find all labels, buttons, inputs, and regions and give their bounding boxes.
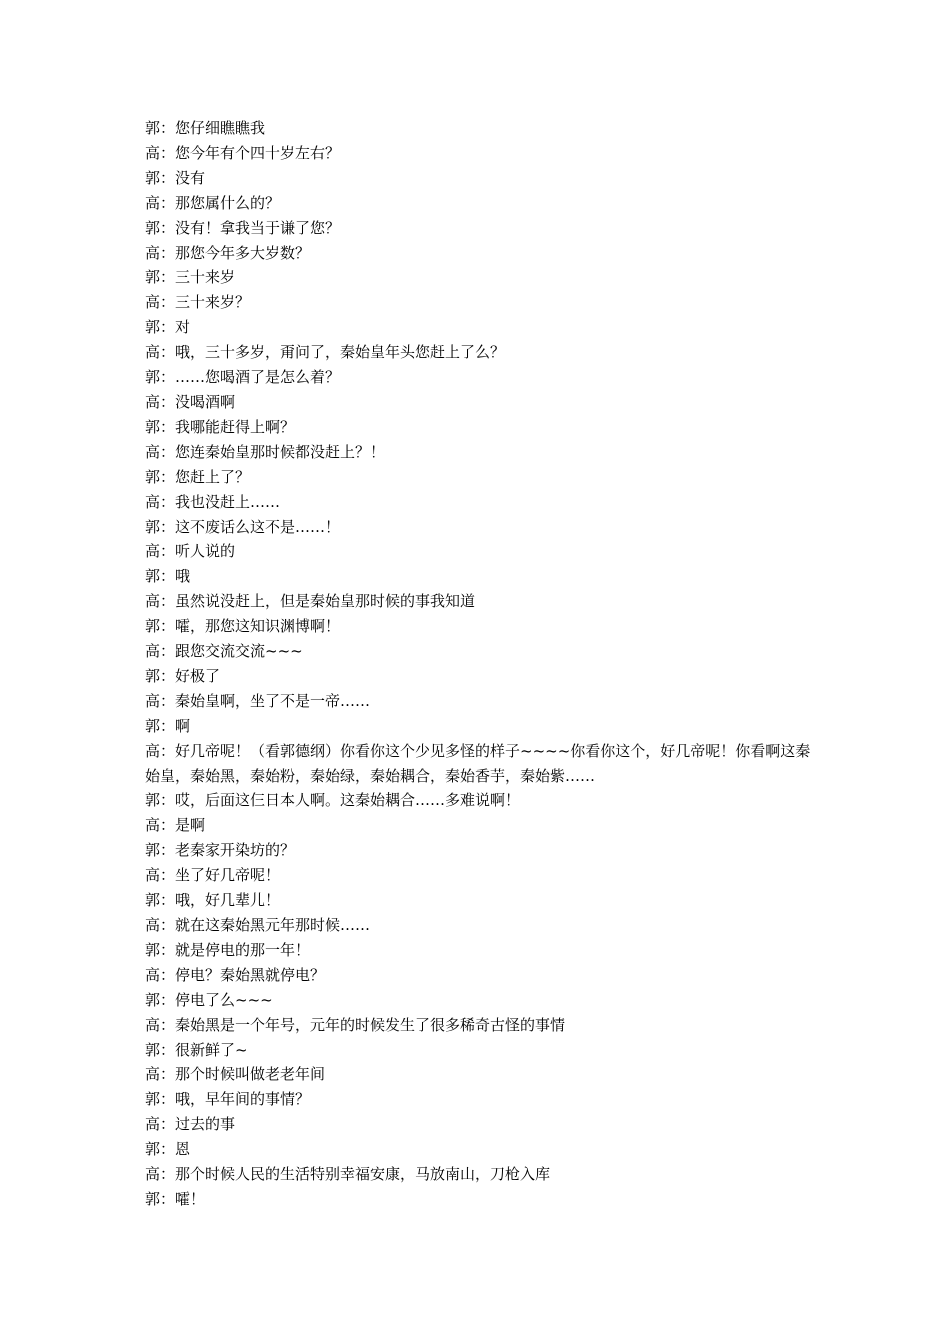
dialogue-line: 高：停电？秦始黑就停电？ bbox=[145, 965, 326, 984]
dialogue-line: 郭：三十来岁 bbox=[145, 268, 236, 287]
dialogue-line: 郭：恩 bbox=[145, 1140, 191, 1159]
dialogue-line: 高：过去的事 bbox=[145, 1115, 236, 1134]
dialogue-line: 郭：好极了 bbox=[145, 666, 221, 685]
dialogue-line: 郭：哎，后面这仨日本人啊。这秦始耦合……多难说啊！ bbox=[145, 791, 521, 810]
dialogue-line: 郭：嚯！ bbox=[145, 1189, 206, 1208]
dialogue-line: 郭：嚯，那您这知识渊博啊！ bbox=[145, 617, 341, 636]
dialogue-line: 高：跟您交流交流~~~ bbox=[145, 642, 303, 661]
dialogue-line: 高：那您今年多大岁数？ bbox=[145, 243, 311, 262]
dialogue-line: 高：秦始黑是一个年号，元年的时候发生了很多稀奇古怪的事情 bbox=[145, 1015, 566, 1034]
dialogue-line: 郭：很新鲜了~ bbox=[145, 1040, 248, 1059]
dialogue-line: 郭：……您喝酒了是怎么着？ bbox=[145, 368, 341, 387]
dialogue-script bbox=[145, 116, 813, 1212]
dialogue-line: 高：虽然说没赶上，但是秦始皇那时候的事我知道 bbox=[145, 592, 476, 611]
dialogue-line: 高：那个时候叫做老老年间 bbox=[145, 1065, 326, 1084]
dialogue-line: 郭：啊 bbox=[145, 716, 191, 735]
dialogue-line: 高：听人说的 bbox=[145, 542, 236, 561]
dialogue-line: 高：那您属什么的？ bbox=[145, 193, 281, 212]
dialogue-line: 郭：您仔细瞧瞧我 bbox=[145, 119, 266, 137]
dialogue-line: 高：哦，三十多岁，甭问了，秦始皇年头您赶上了么？ bbox=[145, 343, 506, 362]
dialogue-line: 高：那个时候人民的生活特别幸福安康，马放南山，刀枪入库 bbox=[145, 1165, 551, 1184]
dialogue-line: 高：是啊 bbox=[145, 816, 206, 835]
dialogue-line: 高：好几帝呢！（看郭德纲）你看你这个少见多怪的样子~~~~你看你这个，好几帝呢！你看啊这秦始皇，秦始黑，秦始粉，秦始绿，秦始耦合，秦始香芋，秦始紫…… bbox=[145, 741, 811, 785]
dialogue-line: 郭：哦 bbox=[145, 567, 191, 586]
dialogue-line: 郭：没有！拿我当于谦了您？ bbox=[145, 218, 341, 237]
dialogue-line: 郭：您赶上了？ bbox=[145, 467, 251, 486]
dialogue-line: 郭：这不废话么这不是……！ bbox=[145, 517, 341, 536]
dialogue-line: 郭：就是停电的那一年！ bbox=[145, 940, 311, 959]
dialogue-line: 高：您今年有个四十岁左右？ bbox=[145, 143, 341, 162]
dialogue-line: 高：三十来岁？ bbox=[145, 293, 251, 312]
dialogue-line: 高：您连秦始皇那时候都没赶上？！ bbox=[145, 442, 386, 461]
dialogue-line: 郭：停电了么~~~ bbox=[145, 990, 273, 1009]
dialogue-line: 郭：哦，早年间的事情？ bbox=[145, 1090, 311, 1109]
dialogue-line: 郭：哦，好几辈儿！ bbox=[145, 891, 281, 910]
dialogue-line: 高：秦始皇啊，坐了不是一帝…… bbox=[145, 691, 371, 710]
dialogue-line: 郭：没有 bbox=[145, 168, 206, 187]
dialogue-line: 高：坐了好几帝呢！ bbox=[145, 866, 281, 885]
dialogue-line: 高：我也没赶上…… bbox=[145, 492, 281, 511]
dialogue-line: 高：就在这秦始黑元年那时候…… bbox=[145, 916, 371, 934]
dialogue-line: 郭：对 bbox=[145, 318, 191, 337]
dialogue-line: 高：没喝酒啊 bbox=[145, 392, 236, 411]
dialogue-line: 郭：我哪能赶得上啊？ bbox=[145, 417, 296, 436]
dialogue-line: 郭：老秦家开染坊的？ bbox=[145, 841, 296, 860]
